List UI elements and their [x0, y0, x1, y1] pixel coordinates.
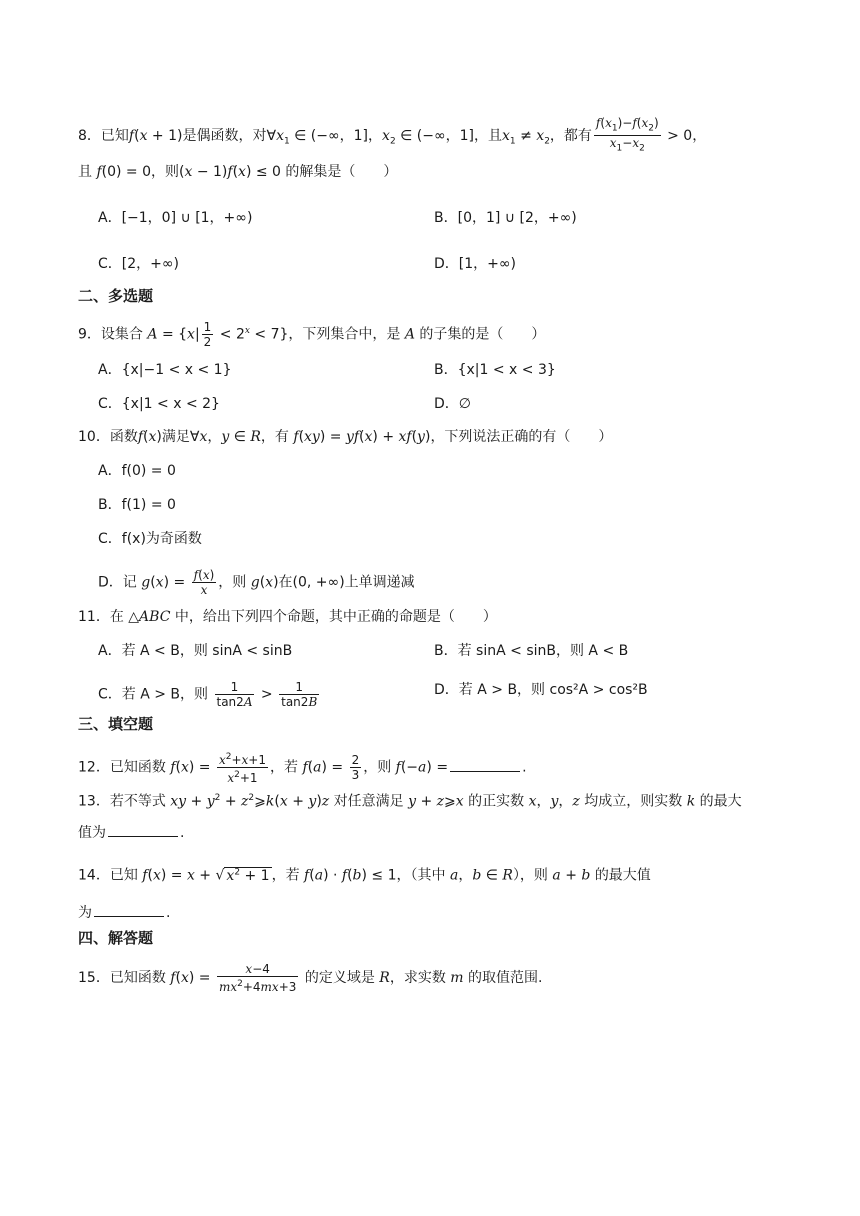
q9-option-a[interactable]: A．{x|−1 < x < 1}: [98, 362, 232, 378]
question-10: 10．函数f(x)满足∀x，y ∈ R，有 f(xy) = yf(x) + xf(y)，下列说法正确的有（ ）: [78, 429, 613, 445]
answer-blank[interactable]: [94, 902, 164, 917]
q10-option-b[interactable]: B．f(1) = 0: [98, 497, 176, 513]
q8-option-c[interactable]: C．[2，+∞): [98, 256, 179, 272]
q8-option-d[interactable]: D．[1，+∞): [434, 256, 517, 272]
section-heading-fill-blank: 三、填空题: [78, 715, 154, 733]
section-heading-answer: 四、解答题: [78, 929, 154, 947]
question-15: 15．已知函数 f(x) = $\frac{x-4}{mx^2+4mx+3}$ 的定义域是 R，求实数 m 的取值范围.: [78, 962, 543, 994]
fraction: $\frac{2}{3}$: [351, 753, 360, 782]
fraction: $\frac{1}{\tan 2B}$: [281, 680, 318, 709]
q11-option-b[interactable]: B．若 sinA < sinB，则 A < B: [434, 643, 629, 659]
fraction: $\frac{f(x_1)-f(x_2)}{x_1-x_2}$: [595, 116, 659, 154]
q10-option-a[interactable]: A．f(0) = 0: [98, 463, 176, 479]
q8-option-b[interactable]: B．[0，1] ∪ [2，+∞): [434, 210, 577, 226]
section-heading-multi-choice: 二、多选题: [78, 287, 154, 305]
question-8: 8．已知f(x + 1)是偶函数，对$\forall x_1$ ∈ (−∞，1]，$x_2$ ∈ (−∞，1]，且$x_1 \ne x_2$，都有 $\frac{f(x_1)-f(x_2)}{x_1-x_2}$ > 0，: [78, 116, 707, 154]
fraction: $\frac{x^2+x+1}{x^2+1}$: [218, 752, 266, 785]
fraction: $\frac{1}{\tan 2A}$: [216, 680, 253, 709]
question-12: 12．已知函数 f(x) = $\frac{x^2+x+1}{x^2+1}$ ，若 f(a) = $\frac{2}{3}$ ，则 f(−a) = .: [78, 752, 527, 785]
q9-option-b[interactable]: B．{x|1 < x < 3}: [434, 362, 556, 378]
q11-option-c[interactable]: C．若 A > B，则 $\frac{1}{\tan 2A}$ > $\frac{1}{\tan 2B}$: [98, 680, 318, 709]
answer-blank[interactable]: [108, 822, 178, 837]
question-13: 13．若不等式 xy + $y^2$ + $z^2⩾k(x + y)z$ 对任意满足 y + z⩾x 的正实数 x，y，z 均成立，则实数 k 的最大: [78, 793, 742, 810]
question-11: 11．在 △ABC 中，给出下列四个命题，其中正确的命题是（ ）: [78, 609, 497, 625]
q9-option-d[interactable]: D．∅: [434, 396, 471, 412]
q11-option-d[interactable]: D．若 A > B，则 cos²A > cos²B: [434, 682, 648, 698]
answer-blank[interactable]: [450, 757, 520, 772]
question-9: 9．设集合 A = {x| $\frac{1}{2}$ < $2^x < 7$}，下列集合中，是 A 的子集的是（ ）: [78, 320, 546, 349]
q10-option-c[interactable]: C．f(x)为奇函数: [98, 531, 202, 547]
q9-option-c[interactable]: C．{x|1 < x < 2}: [98, 396, 220, 412]
q11-option-a[interactable]: A．若 A < B，则 sinA < sinB: [98, 643, 293, 659]
fraction: $\frac{f(x)}{x}$: [193, 568, 215, 597]
question-14-cont: 为 .: [78, 902, 170, 923]
question-13-cont: 值为 .: [78, 822, 184, 843]
fraction: $\frac{x-4}{mx^2+4mx+3}$: [218, 962, 297, 994]
q8-option-a[interactable]: A．[−1，0] ∪ [1，+∞): [98, 210, 253, 226]
question-14: 14．已知 f(x) = x + √ $x^2 + 1$ ，若 f(a) · f(b) ≤ 1，（其中 a，b ∈ R），则 a + b 的最大值: [78, 867, 651, 884]
q10-option-d[interactable]: D．记 g(x) = $\frac{f(x)}{x}$ ，则 g(x)在(0, +∞)上单调递减: [98, 568, 415, 597]
fraction: $\frac{1}{2}$: [203, 320, 212, 349]
question-8-cont: 且 f(0) = 0，则(x − 1)f(x) ≤ 0 的解集是（ ）: [78, 164, 398, 180]
